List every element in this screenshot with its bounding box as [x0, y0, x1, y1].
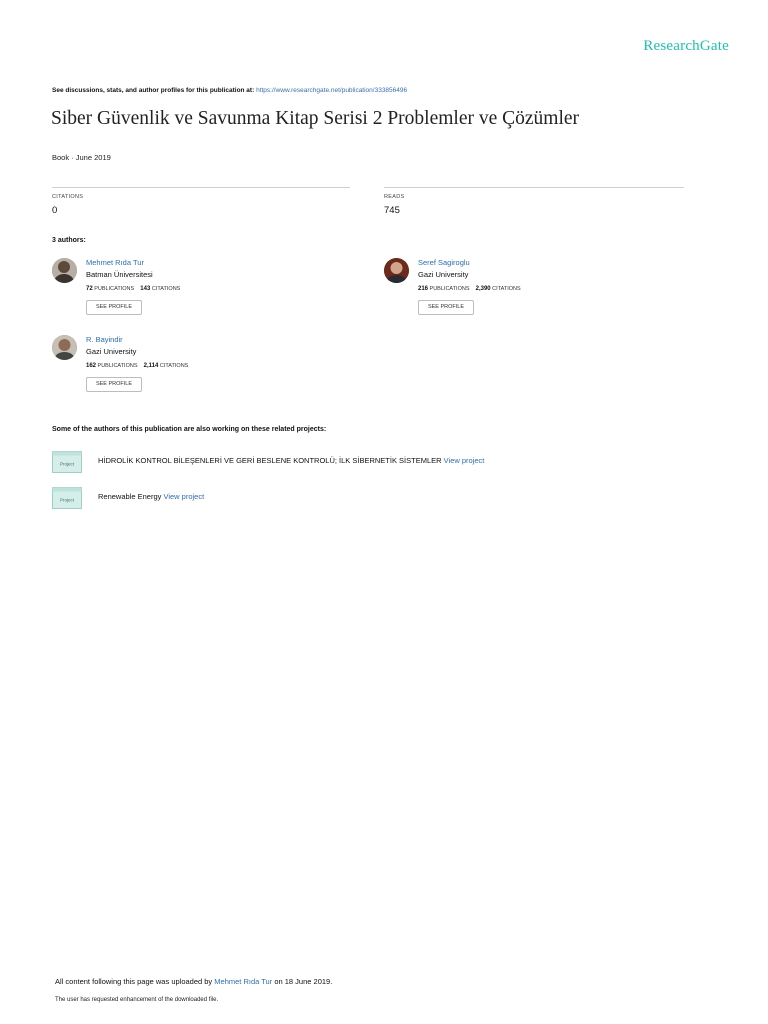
project-icon-label: Project: [59, 461, 75, 467]
author-name[interactable]: Seref Sagiroglu: [418, 258, 470, 267]
avatar[interactable]: [52, 335, 77, 360]
uploaded-by-line: [55, 977, 332, 986]
citations-label: CITATIONS: [159, 363, 189, 369]
author-name[interactable]: Mehmet Rıda Tur: [86, 258, 144, 267]
view-project-link[interactable]: View project: [163, 492, 205, 501]
uploaded-suffix: on 18 June 2019.: [274, 977, 333, 986]
discussion-line: [52, 87, 407, 94]
author-name[interactable]: R. Bayindir: [86, 335, 123, 344]
related-projects-header: Some of the authors of this publication are also working on these related projects:: [52, 426, 327, 433]
uploader-link[interactable]: Mehmet Rıda Tur: [214, 977, 273, 986]
enhancement-note: The user has requested enhancement of the downloaded file.: [55, 997, 219, 1003]
view-project-link[interactable]: View project: [443, 456, 485, 465]
citations-label: CITATIONS: [52, 194, 84, 200]
author-card: [52, 335, 332, 405]
project-text: [98, 492, 204, 501]
see-profile-button[interactable]: SEE PROFILE: [86, 300, 142, 315]
author-affiliation: Gazi University: [418, 270, 469, 279]
authors-header: 3 authors:: [52, 237, 86, 244]
page-title: Siber Güvenlik ve Savunma Kitap Serisi 2 Problemler ve Çözümler: [51, 108, 580, 129]
uploaded-prefix: All content following this page was uploaded by: [55, 977, 213, 986]
researchgate-logo[interactable]: ResearchGate: [643, 38, 729, 54]
project-text: [98, 456, 484, 465]
avatar[interactable]: [384, 258, 409, 283]
citations-label: CITATIONS: [492, 286, 521, 292]
avatar[interactable]: [52, 258, 77, 283]
publication-type-date: Book · June 2019: [52, 153, 111, 162]
discussion-prefix: See discussions, stats, and author profiles for this publication at:: [52, 87, 255, 94]
publication-link[interactable]: https://www.researchgate.net/publication/333856496: [256, 87, 408, 94]
author-affiliation: Batman Üniversitesi: [86, 270, 153, 279]
publications-label: PUBLICATIONS: [97, 363, 138, 369]
author-card: [384, 258, 664, 328]
project-name: HİDROLİK KONTROL BİLEŞENLERİ VE GERİ BESLENE KONTROLÜ; İLK SİBERNETİK SİSTEMLER: [98, 456, 442, 465]
project-icon[interactable]: [52, 487, 82, 509]
project-icon-label: Project: [59, 497, 75, 503]
publications-label: PUBLICATIONS: [429, 286, 470, 292]
project-name: Renewable Energy: [98, 492, 162, 501]
reads-label: READS: [384, 194, 405, 200]
author-card: [52, 258, 332, 328]
citations-label: CITATIONS: [151, 286, 181, 292]
project-item: [52, 451, 652, 475]
see-profile-button[interactable]: SEE PROFILE: [86, 377, 142, 392]
citations-count: 2,114: [143, 363, 159, 369]
publications-count: 216: [418, 286, 429, 292]
reads-value: 745: [384, 205, 400, 216]
project-icon[interactable]: [52, 451, 82, 473]
project-item: [52, 487, 652, 511]
publications-label: PUBLICATIONS: [94, 286, 135, 292]
author-stats: [86, 286, 180, 292]
publications-count: 72: [86, 286, 93, 292]
author-stats: [86, 363, 188, 369]
citations-count: 2,390: [475, 286, 491, 292]
see-profile-button[interactable]: SEE PROFILE: [418, 300, 474, 315]
citations-divider: [52, 187, 350, 188]
reads-divider: [384, 187, 684, 188]
citations-count: 143: [140, 286, 151, 292]
author-stats: [418, 286, 521, 292]
publications-count: 162: [86, 363, 97, 369]
citations-value: 0: [52, 205, 58, 216]
author-affiliation: Gazi University: [86, 347, 137, 356]
